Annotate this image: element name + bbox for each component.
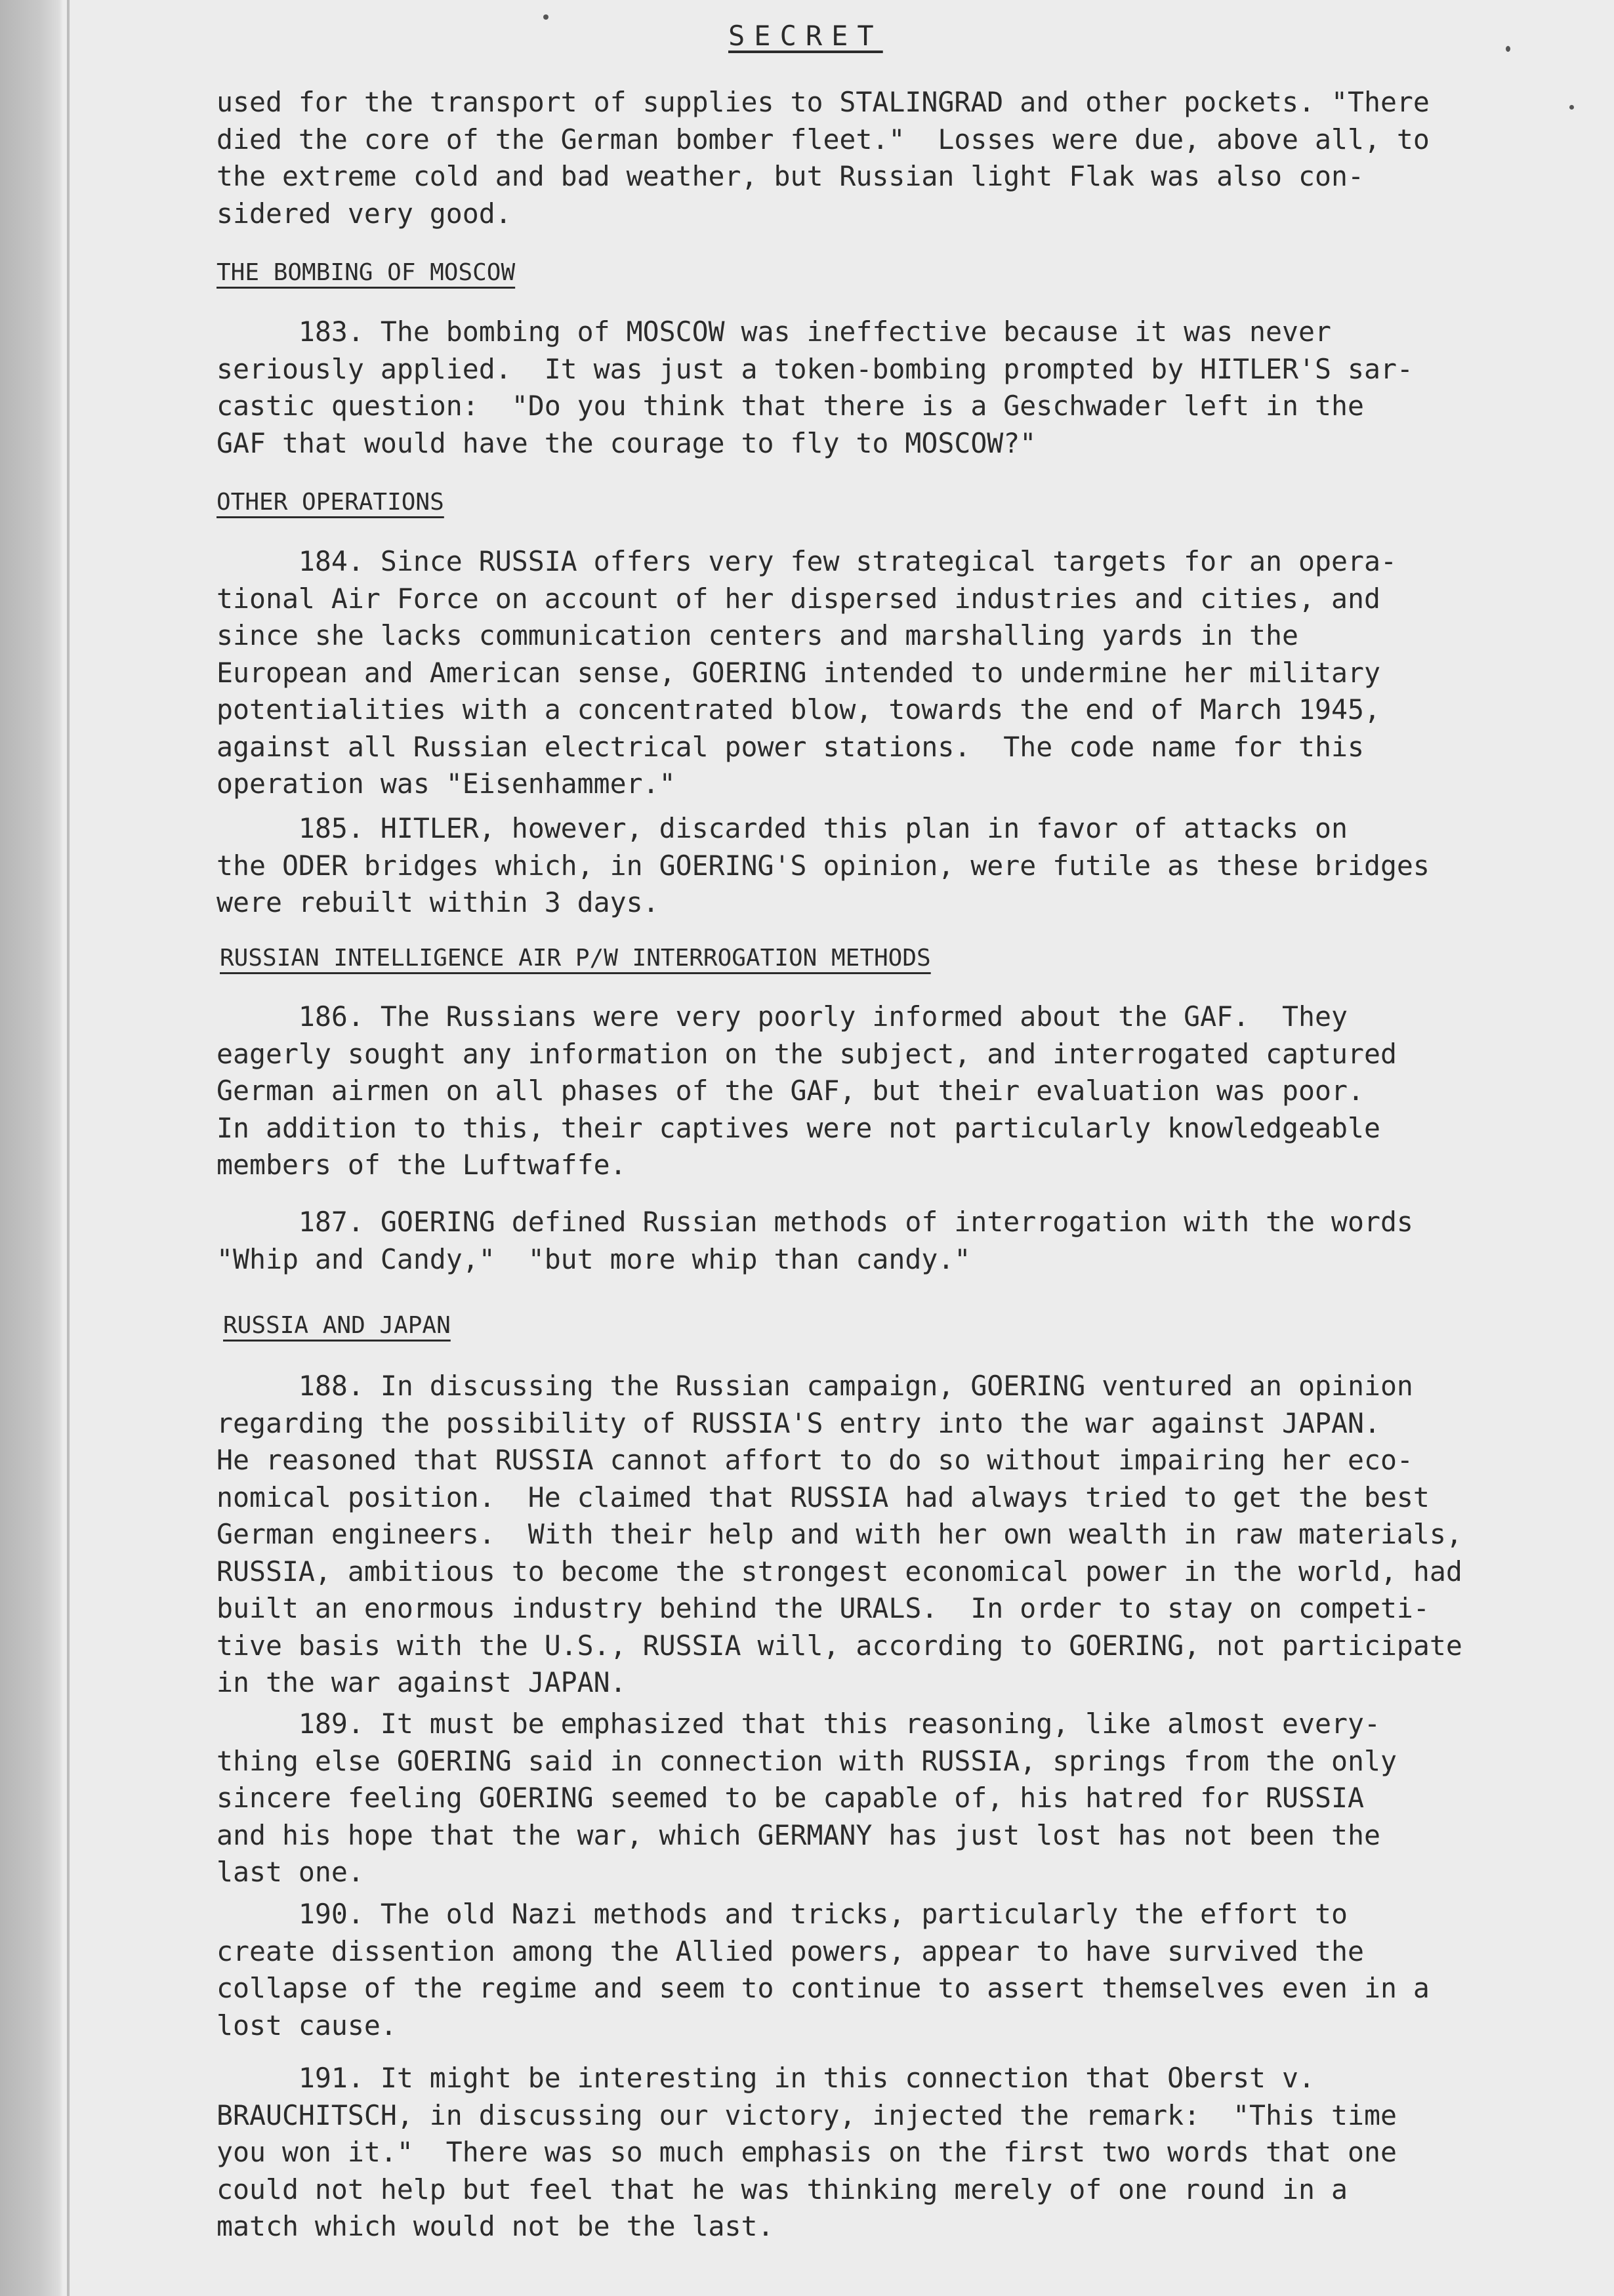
classification-header: SECRET xyxy=(728,20,883,52)
text-line: since she lacks communication centers and marshalling yards in the xyxy=(217,619,1299,651)
paragraph-184 xyxy=(217,543,1397,803)
scan-speck xyxy=(1569,105,1574,110)
text-line: German engineers. With their help and with her own wealth in raw materials, xyxy=(217,1518,1462,1550)
text-line: built an enormous industry behind the URALS. In order to stay on competi- xyxy=(217,1592,1430,1624)
paragraph-189 xyxy=(217,1706,1397,1891)
paragraph-186 xyxy=(217,998,1397,1184)
text-line: were rebuilt within 3 days. xyxy=(217,886,659,918)
text-line: create dissention among the Allied powers, appear to have survived the xyxy=(217,1935,1364,1967)
section-heading-russia-and-japan: RUSSIA AND JAPAN xyxy=(223,1312,451,1339)
paragraph-187 xyxy=(217,1204,1413,1278)
section-heading-other-operations: OTHER OPERATIONS xyxy=(217,489,444,516)
text-line: sidered very good. xyxy=(217,197,512,230)
text-line: 186. The Russians were very poorly informed about the GAF. They xyxy=(217,1000,1348,1033)
text-line: against all Russian electrical power stations. The code name for this xyxy=(217,730,1364,763)
text-line: castic question: "Do you think that there is a Geschwader left in the xyxy=(217,390,1364,422)
text-line: last one. xyxy=(217,1856,364,1888)
text-line: operation was "Eisenhammer." xyxy=(217,768,676,800)
scan-speck xyxy=(1506,46,1510,52)
text-line: 187. GOERING defined Russian methods of interrogation with the words xyxy=(217,1206,1413,1238)
paragraph-185 xyxy=(217,810,1430,922)
text-line: "Whip and Candy," "but more whip than candy." xyxy=(217,1242,971,1275)
text-line: He reasoned that RUSSIA cannot affort to do so without impairing her eco- xyxy=(217,1444,1413,1476)
text-line: 191. It might be interesting in this connection that Oberst v. xyxy=(217,2062,1315,2094)
text-line: match which would not be the last. xyxy=(217,2210,774,2242)
text-line: RUSSIA, ambitious to become the strongest economical power in the world, had xyxy=(217,1555,1462,1588)
text-line: in the war against JAPAN. xyxy=(217,1666,627,1698)
scan-edge-shadow xyxy=(0,0,63,2296)
text-line: 189. It must be emphasized that this reasoning, like almost every- xyxy=(217,1708,1380,1740)
text-line: European and American sense, GOERING intended to undermine her military xyxy=(217,656,1380,689)
text-line: nomical position. He claimed that RUSSIA had always tried to get the best xyxy=(217,1481,1430,1513)
text-line: potentialities with a concentrated blow, towards the end of March 1945, xyxy=(217,693,1380,726)
paragraph-188 xyxy=(217,1368,1462,1702)
text-line: and his hope that the war, which GERMANY has just lost has not been the xyxy=(217,1818,1380,1851)
text-line: used for the transport of supplies to STALINGRAD and other pockets. "There xyxy=(217,86,1430,118)
text-line: regarding the possibility of RUSSIA'S entry into the war against JAPAN. xyxy=(217,1406,1380,1439)
text-line: 190. The old Nazi methods and tricks, particularly the effort to xyxy=(217,1898,1348,1930)
text-line: GAF that would have the courage to fly to MOSCOW?" xyxy=(217,426,1037,459)
text-line: seriously applied. It was just a token-bombing prompted by HITLER'S sar- xyxy=(217,352,1413,385)
text-line: tional Air Force on account of her dispersed industries and cities, and xyxy=(217,582,1380,615)
section-heading-bombing-of-moscow: THE BOMBING OF MOSCOW xyxy=(217,259,516,286)
text-line: died the core of the German bomber fleet." Losses were due, above all, to xyxy=(217,123,1430,155)
text-line: BRAUCHITSCH, in discussing our victory, injected the remark: "This time xyxy=(217,2099,1397,2131)
text-line: sincere feeling GOERING seemed to be capable of, his hatred for RUSSIA xyxy=(217,1782,1364,1814)
text-line: the ODER bridges which, in GOERING'S opinion, were futile as these bridges xyxy=(217,849,1430,882)
paragraph-183 xyxy=(217,314,1413,462)
text-line: tive basis with the U.S., RUSSIA will, according to GOERING, not participate xyxy=(217,1629,1462,1662)
text-line: In addition to this, their captives were not particularly knowledgeable xyxy=(217,1111,1380,1144)
text-line: 184. Since RUSSIA offers very few strategical targets for an opera- xyxy=(217,545,1397,577)
text-line: 188. In discussing the Russian campaign, GOERING ventured an opinion xyxy=(217,1370,1413,1402)
text-line: thing else GOERING said in connection with RUSSIA, springs from the only xyxy=(217,1744,1397,1777)
text-line: lost cause. xyxy=(217,2009,397,2041)
text-line: members of the Luftwaffe. xyxy=(217,1149,627,1181)
section-heading-russian-intelligence: RUSSIAN INTELLIGENCE AIR P/W INTERROGATION METHODS xyxy=(220,945,931,972)
scan-edge-line xyxy=(67,0,70,2296)
paragraph-190 xyxy=(217,1896,1430,2044)
text-line: could not help but feel that he was thinking merely of one round in a xyxy=(217,2173,1348,2205)
text-line: the extreme cold and bad weather, but Russian light Flak was also con- xyxy=(217,160,1364,192)
text-line: eagerly sought any information on the subject, and interrogated captured xyxy=(217,1037,1397,1070)
text-line: German airmen on all phases of the GAF, but their evaluation was poor. xyxy=(217,1075,1364,1107)
paragraph-191 xyxy=(217,2060,1397,2245)
continuation-paragraph xyxy=(217,84,1430,232)
text-line: 183. The bombing of MOSCOW was ineffective because it was never xyxy=(217,316,1331,348)
text-line: 185. HITLER, however, discarded this plan in favor of attacks on xyxy=(217,812,1348,844)
text-line: you won it." There was so much emphasis on the first two words that one xyxy=(217,2136,1397,2168)
scan-speck xyxy=(543,14,548,20)
text-line: collapse of the regime and seem to continue to assert themselves even in a xyxy=(217,1972,1430,2004)
